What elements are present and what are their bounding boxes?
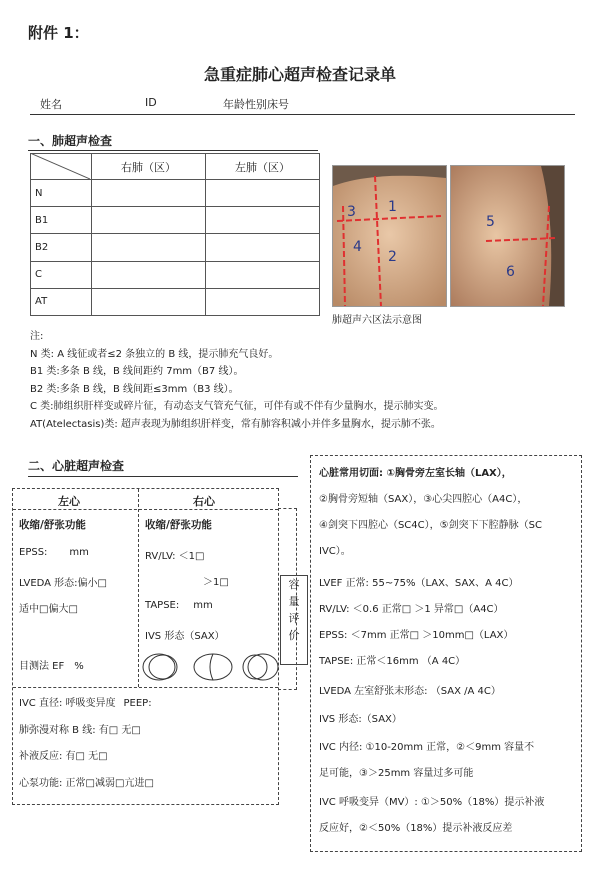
rvlv-label[interactable]: RV/LV: ＜1□: [145, 551, 205, 562]
note-line: B2 类:多条 B 线，B 线间距≤3mm（B3 线）。: [30, 383, 239, 395]
ref-line: IVC 内径: ①10-20mm 正常，②＜9mm 容量不: [319, 742, 535, 753]
ref-line: EPSS: ＜7mm 正常□ ＞10mm□（LAX）: [319, 630, 514, 641]
ivs-label: IVS 形态（SAX）: [145, 631, 225, 642]
reference-box: [310, 455, 582, 852]
heart-record-box: [12, 488, 279, 805]
age-sex-bed-label: 年龄性别床号: [223, 98, 289, 111]
notes-block: [30, 328, 575, 433]
note-line: C 类:肺组织肝样变或碎片征，有动态支气管充气征，可伴有或不伴有少量胸水，提示肺实变。: [30, 401, 444, 412]
left-heart-header: 左心: [58, 495, 80, 508]
zone-5-label: 5: [486, 214, 495, 230]
ref-line: LVEDA 左室舒张末形态: （SAX /A 4C）: [319, 686, 501, 697]
cell-right[interactable]: [92, 180, 206, 207]
notes-label: 注:: [30, 331, 44, 342]
photo-caption: 肺超声六区法示意图: [332, 315, 422, 326]
right-func-label: 收缩/舒张功能: [145, 519, 212, 531]
heart-section-heading: 二、心脏超声检查: [28, 459, 125, 473]
cell-left[interactable]: [206, 234, 320, 261]
cell-right[interactable]: [92, 234, 206, 261]
section-divider: [28, 150, 318, 151]
chest-side-photo: [450, 165, 565, 307]
ref-line: ④剑突下四腔心（SC4C），⑤剑突下下腔静脉（SC: [319, 520, 542, 531]
row-label: B2: [31, 234, 92, 261]
attachment-label: 附件 1：: [28, 24, 89, 42]
ef-label: 目测法 EF %: [19, 661, 84, 672]
patient-info-row: [30, 92, 575, 115]
ref-line: 反应好，②＜50%（18%）提示补液反应差: [319, 823, 513, 834]
ref-line: IVC 呼吸变异（MV）: ①＞50%（18%）提示补液: [319, 797, 545, 808]
note-line: N 类: A 线征或者≤2 条独立的 B 线，提示肺充气良好。: [30, 348, 279, 360]
name-label: 姓名: [40, 98, 62, 111]
ref-line: LVEF 正常: 55~75%（LAX、SAX、A 4C）: [319, 578, 519, 589]
cell-right[interactable]: [92, 288, 206, 315]
cell-left[interactable]: [206, 288, 320, 315]
zone-3-label: 3: [347, 204, 356, 220]
col-header-right-lung: 右肺（区）: [92, 154, 206, 180]
ref-line: TAPSE: 正常＜16mm （A 4C）: [319, 656, 466, 667]
rvlv-option2[interactable]: ＞1□: [203, 577, 229, 588]
chest-front-photo: [332, 165, 447, 307]
ivs-shape-icons: [141, 652, 281, 682]
ref-line: IVC）。: [319, 546, 351, 557]
row-label: N: [31, 180, 92, 207]
lveda-label[interactable]: LVEDA 形态:偏小□: [19, 578, 107, 589]
cell-left[interactable]: [206, 261, 320, 288]
col-header-left-lung: 左肺（区）: [206, 154, 320, 180]
page-title: 急重症肺心超声检查记录单: [203, 65, 396, 84]
id-label: ID: [145, 96, 157, 109]
note-line: AT(Atelectasis)类: 超声表现为肺组织肝样变，常有肺容积减小并伴多量胸水，提示肺不张。: [30, 418, 441, 430]
zone-1-label: 1: [388, 199, 397, 215]
ref-line: IVS 形态:（SAX）: [319, 714, 402, 725]
zone-4-label: 4: [353, 239, 362, 255]
row-label: AT: [31, 288, 92, 315]
pump-function-label[interactable]: 心泵功能: 正常□减弱□亢进□: [19, 778, 154, 789]
fluid-response-label[interactable]: 补液反应: 有□ 无□: [19, 751, 108, 762]
cell-left[interactable]: [206, 180, 320, 207]
ref-line: RV/LV: ＜0.6 正常□ ＞1 异常□（A4C）: [319, 604, 504, 615]
corner-diagonal: [30, 153, 90, 179]
note-line: B1 类:多条 B 线，B 线间距约 7mm（B7 线）。: [30, 366, 244, 377]
ref-line: 心脏常用切面: ①胸骨旁左室长轴（LAX），: [319, 468, 512, 479]
row-label: C: [31, 261, 92, 288]
cell-left[interactable]: [206, 207, 320, 234]
section-divider: [28, 476, 298, 477]
lung-section-heading: 一、肺超声检查: [28, 134, 113, 148]
ivc-label: IVC 直径: 呼吸变异度 PEEP:: [19, 698, 152, 709]
row-label: B1: [31, 207, 92, 234]
cell-right[interactable]: [92, 207, 206, 234]
epss-label: EPSS: mm: [19, 547, 89, 558]
ref-line: ②胸骨旁短轴（SAX），③心尖四腔心（A4C），: [319, 494, 528, 505]
zone-6-label: 6: [506, 264, 515, 280]
lveda-options[interactable]: 适中□偏大□: [19, 604, 78, 615]
diffuse-b-line-label[interactable]: 肺弥漫对称 B 线: 有□ 无□: [19, 725, 141, 736]
right-heart-header: 右心: [193, 495, 215, 508]
left-func-label: 收缩/舒张功能: [19, 519, 86, 531]
ref-line: 足可能，③＞25mm 容量过多可能: [319, 768, 474, 779]
cell-right[interactable]: [92, 261, 206, 288]
tapse-label: TAPSE: mm: [145, 600, 213, 611]
zone-2-label: 2: [388, 249, 397, 265]
capacity-evaluation-box: 容 量 评 价: [280, 575, 308, 665]
